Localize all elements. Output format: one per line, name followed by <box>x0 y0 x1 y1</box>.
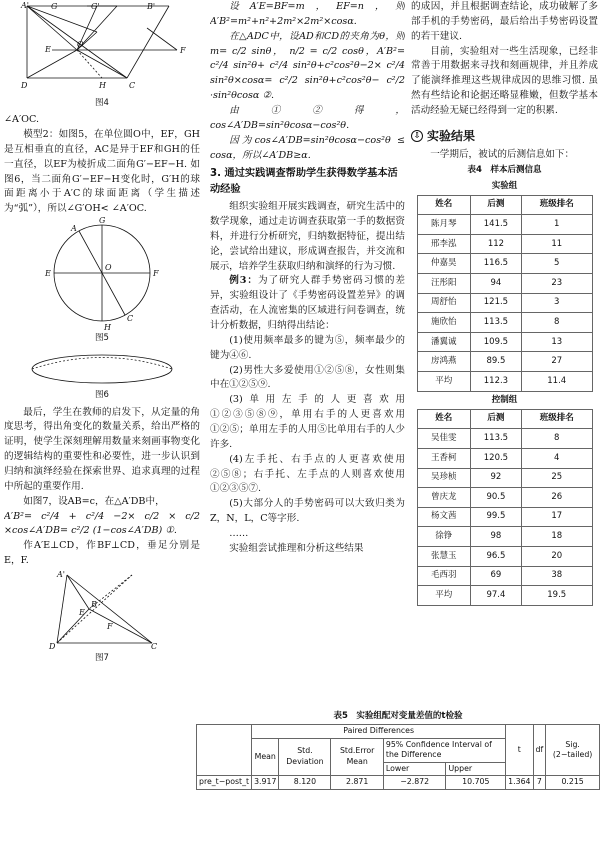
header-rank: 班级排名 <box>521 195 592 215</box>
cell-posttest: 97.4 <box>470 586 521 606</box>
results-intro: 一学期后，被试的后测信息如下： <box>430 149 575 161</box>
table-5-caption: 表5 实验组配对变量差值的t检验 <box>333 711 463 721</box>
table-row <box>417 234 592 254</box>
cell-name: 陈月琴 <box>417 215 470 235</box>
cell-name: 房鸿燕 <box>417 352 470 372</box>
cell-rank: 5 <box>521 254 592 274</box>
experimental-group-table <box>417 195 593 392</box>
cell-rank: 3 <box>521 293 592 313</box>
row-mean: 3.917 <box>252 776 279 790</box>
cell-posttest: 113.5 <box>470 429 521 449</box>
figure-6-caption: 图6 <box>95 390 109 401</box>
table-row <box>417 488 592 508</box>
fig7-label-d: D <box>49 641 56 651</box>
cell-rank: 11 <box>521 234 592 254</box>
section-3-paragraph: 组织实验组开展实践调查，研究生活中的数学现象，通过走访调查获取第一手的数据资料，并进行分析研究，归纳数据特征，提出结论，尝试给出建议，形成调查报告，并交流和展示，培养学生获取归纳和演绎的行为习惯. <box>210 201 405 272</box>
cell-posttest: 120.5 <box>470 448 521 468</box>
fig4-label-b-prime: B' <box>147 2 156 11</box>
results-heading-text: 实验结果 <box>427 128 476 143</box>
table-row <box>417 468 592 488</box>
cell-name: 吴珍桢 <box>417 468 470 488</box>
empty-corner-cell <box>197 725 252 776</box>
mean-header: Mean <box>252 738 279 776</box>
table-row <box>417 566 592 586</box>
header-name: 姓名 <box>417 195 470 215</box>
conclusion-1: (1)使用频率最多的键为⑤，频率最少的键为④⑥. <box>210 334 405 361</box>
cell-posttest: 112 <box>470 234 521 254</box>
row-se: 2.871 <box>331 776 383 790</box>
figure-5-caption: 图5 <box>95 333 109 344</box>
figure-7-intro: 如图7，设AB=c，在△A′DB中， <box>23 495 165 507</box>
cell-posttest: 141.5 <box>470 215 521 235</box>
current-status-paragraph: 目前，实验组对一些生活现象，已经非常善于用数据来寻找和刻画规律，并且养成了能演绎推理这些规律成因的思维习惯. 虽然有些结论和论据还略显稚嫩，但数学基本活动经验无疑已经得到一定的积累. <box>411 45 598 117</box>
cell-rank: 11.4 <box>521 372 592 392</box>
fig5-label-e: E <box>45 269 51 279</box>
text-continuation: ∠A′OC. <box>4 114 40 126</box>
fig5-label-a: A <box>71 224 77 234</box>
lower-header: Lower <box>383 762 446 776</box>
table-row <box>417 507 592 527</box>
header-posttest: 后测 <box>470 409 521 429</box>
row-label: pre_t−post_t <box>197 776 252 790</box>
row-df: 7 <box>533 776 546 790</box>
figure-5 <box>37 217 167 331</box>
column-left <box>4 0 200 704</box>
cell-name: 邢李泓 <box>417 234 470 254</box>
fig4-label-g-prime: G' <box>91 2 100 11</box>
cell-rank: 20 <box>521 546 592 566</box>
cell-rank: 23 <box>521 274 592 294</box>
cell-posttest: 116.5 <box>470 254 521 274</box>
ellipsis: …… <box>229 527 249 539</box>
cell-rank: 13 <box>521 332 592 352</box>
fig5-label-c: C <box>127 314 134 324</box>
paired-differences-header: Paired Differences <box>252 725 506 739</box>
cell-name: 周舒怡 <box>417 293 470 313</box>
cell-rank: 8 <box>521 313 592 333</box>
cell-name: 张慧玉 <box>417 546 470 566</box>
row-upper: 10.705 <box>446 776 506 790</box>
formula-setup: 设A′E=BF=m，EF=n，则A′B²=m²+n²+2m²×2m²×cosα. <box>210 1 405 27</box>
cell-rank: 25 <box>521 468 592 488</box>
cell-name: 杨文茜 <box>417 507 470 527</box>
fig5-label-h: H <box>104 323 111 332</box>
row-sd: 8.120 <box>279 776 331 790</box>
fig5-label-f: F <box>153 269 159 279</box>
cell-rank: 27 <box>521 352 592 372</box>
cell-rank: 26 <box>521 488 592 508</box>
fig5-label-o: O <box>105 263 112 273</box>
conclusion-5: (5)大部分人的手势密码可以大致归类为Z，N，L，C等字形. <box>210 498 405 525</box>
t-header: t <box>506 725 533 776</box>
table-row <box>417 274 592 294</box>
formula-1: A′B²= c²/4 + c²/4 −2× c/2 × c/2 ×cos∠A′DB= c²/2 (1−cos∠A′DB) ①. <box>4 510 200 537</box>
cell-name: 仲嘉昊 <box>417 254 470 274</box>
cell-rank: 8 <box>521 429 592 449</box>
cell-posttest: 109.5 <box>470 332 521 352</box>
figure-7 <box>47 569 157 651</box>
circle-arrow-down-icon: ⇩ <box>411 130 423 142</box>
cause-paragraph: 的成因，并且根据调查结论，成功破解了多部手机的手势密码，最后给出手势密码设置的若干建议. <box>411 1 598 42</box>
cell-posttest: 96.5 <box>470 546 521 566</box>
results-heading <box>411 127 598 146</box>
fig4-label-d: D <box>21 81 28 90</box>
cell-name: 平均 <box>417 372 470 392</box>
formula-combined: 由①②得，cos∠A′DB=sin²θcosα−cos²θ. <box>210 105 405 131</box>
cell-posttest: 121.5 <box>470 293 521 313</box>
fig4-label-e: E <box>45 45 51 54</box>
table-row <box>197 776 600 790</box>
cell-name: 潘翼诚 <box>417 332 470 352</box>
cell-rank: 1 <box>521 215 592 235</box>
column-right <box>411 0 598 704</box>
row-lower: −2.872 <box>383 776 446 790</box>
fig4-label-f: F <box>180 46 186 55</box>
df-header: df <box>533 725 546 776</box>
cell-name: 汪彤阳 <box>417 274 470 294</box>
cell-rank: 18 <box>521 527 592 547</box>
table-row <box>417 448 592 468</box>
table-row <box>417 215 592 235</box>
table-row <box>417 586 592 606</box>
cell-rank: 19.5 <box>521 586 592 606</box>
header-rank: 班级排名 <box>521 409 592 429</box>
conclusion-2: (2)男性大多爱使用①②⑤⑧，女性则集中在①②⑤⑨. <box>210 364 405 391</box>
header-name: 姓名 <box>417 409 470 429</box>
example-3-text: 为了研究人群手势密码习惯的差异，实验组设计了《手势密码设置差异》的调查活动，在人流密集的区域进行问卷调查，统计分析数据，归纳得出结论： <box>210 275 405 331</box>
std-err-header: Std.Error Mean <box>331 738 383 776</box>
cell-name: 施欣怡 <box>417 313 470 333</box>
paired-t-test-table <box>196 724 600 790</box>
fig7-label-a-prime: A' <box>57 569 65 579</box>
cell-posttest: 90.5 <box>470 488 521 508</box>
cell-name: 平均 <box>417 586 470 606</box>
cell-posttest: 99.5 <box>470 507 521 527</box>
section-3-heading: 3. 通过实践调查帮助学生获得数学基本活动经验 <box>210 168 398 196</box>
figure-4 <box>7 0 197 96</box>
conclusion-4: (4)左手托、右手点的人更喜欢使用②⑤⑧；右手托、左手点的人则喜欢使用①②③⑤⑦. <box>210 453 405 495</box>
fig7-label-e: E <box>79 607 85 617</box>
conclusion-3: (3)单用左手的人更喜欢用①②③⑤⑧⑨，单用右手的人更喜欢用①②⑤；单用左手的人用⑤比单用右手的人少许多. <box>210 394 405 450</box>
table-row <box>417 372 592 392</box>
figure-7-caption: 图7 <box>95 652 109 663</box>
table-row <box>417 546 592 566</box>
table-row <box>417 293 592 313</box>
example-3 <box>210 274 405 333</box>
table-5-section <box>196 709 600 839</box>
control-group-table <box>417 409 593 606</box>
cell-rank: 38 <box>521 566 592 586</box>
fig4-label-o: O <box>77 40 84 49</box>
final-paragraph: 最后，学生在教师的启发下，从定量的角度思考，得出角变化的数量关系，给出严格的证明，使学生深刻理解用数量来刻画事物变化的逻辑结构的重要性和必要性，进一步认识到归纳和演绎经验在探索世界、追求真理的过程中所起的重要作用. <box>4 406 200 492</box>
experimental-group-title: 实验组 <box>491 180 518 191</box>
cell-name: 曾庆龙 <box>417 488 470 508</box>
row-sig: 0.215 <box>546 776 600 790</box>
fig7-label-c: C <box>151 641 157 651</box>
cell-posttest: 94 <box>470 274 521 294</box>
cell-rank: 4 <box>521 448 592 468</box>
table-4-caption: 表4 样本后测信息 <box>467 165 542 176</box>
example-3-label: 例3： <box>229 275 258 287</box>
cell-posttest: 69 <box>470 566 521 586</box>
fig4-label-c: C <box>129 81 136 90</box>
figure-4-caption: 图4 <box>95 98 109 108</box>
conclusion-inequality: 因为cos∠A′DB=sin²θcosα−cos²θ ≤ cosα，所以∠A′DB≥α. <box>210 134 405 161</box>
fig5-label-g: G <box>99 217 106 226</box>
cell-posttest: 112.3 <box>470 372 521 392</box>
cell-name: 王香柯 <box>417 448 470 468</box>
cell-name: 徐铮 <box>417 527 470 547</box>
row-t: 1.364 <box>506 776 533 790</box>
fig7-label-f: F <box>107 621 113 631</box>
sig-header: Sig. (2−tailed) <box>546 725 600 776</box>
table-row <box>417 332 592 352</box>
table-row <box>417 313 592 333</box>
column-middle <box>210 0 405 704</box>
fig4-label-a-prime: A' <box>21 1 29 10</box>
formula-2-derivation: 在△ADC中，设AD和CD的夹角为θ，则m= c/2 sinθ， n/2 = c/2 cosθ，A′B²= c²/4 sin²θ+ c²/4 sin²θ+c²cos²θ−2× c²/4 sin²θ×cosα= c²/2 sin²θ+c²cos²θ− c²/2 ·sin²θcosα ②. <box>210 30 405 102</box>
cell-rank: 17 <box>521 507 592 527</box>
cell-posttest: 113.5 <box>470 313 521 333</box>
upper-header: Upper <box>446 762 506 776</box>
cell-name: 毛西羽 <box>417 566 470 586</box>
perpendicular-statement: 作A′E⊥CD，作BF⊥CD，垂足分别是E，F. <box>4 540 200 567</box>
cell-name: 吴佳雯 <box>417 429 470 449</box>
fig4-label-h: H <box>99 81 106 90</box>
fig7-label-b: B <box>91 599 97 609</box>
fig4-label-g: G <box>51 2 58 11</box>
model-2-paragraph: 模型2：如图5，在单位圆O中，EF，GH是互相垂直的直径，AC是异于EF和GH的任一直径，以EF为棱折成二面角G′−EF−H. 如图6，当二面角G′−EF−H变化时，G′H的球面距离小于A′C的球面距离（学生描述为“弧”），所以∠G′OH< ∠A′OC. <box>4 129 200 215</box>
cell-posttest: 98 <box>470 527 521 547</box>
table-row <box>417 429 592 449</box>
table-row <box>417 352 592 372</box>
std-dev-header: Std. Deviation <box>279 738 331 776</box>
analysis-paragraph: 实验组尝试推理和分析这些结果 <box>229 542 364 554</box>
header-posttest: 后测 <box>470 195 521 215</box>
cell-posttest: 89.5 <box>470 352 521 372</box>
table-row <box>417 527 592 547</box>
control-group-title: 控制组 <box>491 394 518 405</box>
table-row <box>417 254 592 274</box>
figure-6 <box>27 348 177 388</box>
cell-posttest: 92 <box>470 468 521 488</box>
ci-header: 95% Confidence Interval of the Difference <box>383 738 505 762</box>
